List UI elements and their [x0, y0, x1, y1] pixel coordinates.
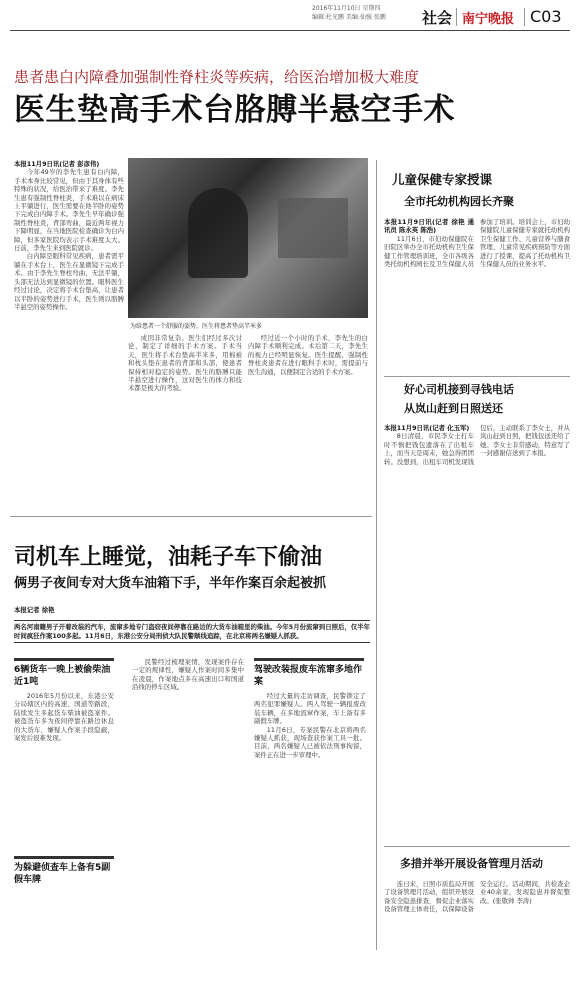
story4-paragraph: 经过大量的走访调查，民警锁定了两名犯罪嫌疑人。两人驾驶一辆报废改装车辆，在多地流窜作案，车上备有多副假车牌。 — [254, 692, 366, 726]
story2-paragraph: 11月6日，市妇幼保健院在旧院区举办全市托幼机构卫生保健工作管理培训班，全市各级各类托幼机构园长及卫生保健人员参加了培训。培训会上，市妇幼保健院儿童保健专家就托幼机构卫生保健工作、儿童营养与膳食管理、儿童常见疾病预防等方面进行了授课，提高了托幼机构卫生保健人员的业务水平。 — [384, 218, 570, 269]
story2-byline: 本报11月9日讯(记者 徐艳 通讯员 陈永英 陈浩) — [384, 218, 474, 235]
section-name: 社会 — [422, 9, 453, 27]
surgery-photo — [128, 158, 368, 318]
photo-caption: 为给患者一个舒服的姿势，医生将患者垫高半米多 — [130, 323, 263, 330]
story1-subtitle: 患者患白内障叠加强制性脊柱炎等疾病，给医治增加极大难度 — [14, 68, 420, 86]
story4-column-3 — [254, 692, 366, 948]
editors-line: 编辑:杜光鹏 美编:仙强 张鹏 — [312, 14, 386, 21]
story4-column-2 — [132, 658, 244, 948]
story2-title: 儿童保健专家授课 — [392, 172, 493, 187]
story1-column-1 — [14, 160, 124, 510]
story3-paragraph: 8日清晨，市民李女士打车时不慎把钱包遗落在了出租车上，而当天是周末，她急得团团转。没想到，出租车司机发现钱包后，主动联系了李女士，并从岚山赶到日照，把钱包送还给了她。李女士非常感动，特意写了一封感谢信送到了本报。 — [384, 424, 570, 466]
story4-box-2: 驾驶改装报废车流窜多地作案 — [254, 665, 363, 687]
story1-column-3 — [248, 334, 368, 510]
story2-subtitle: 全市托幼机构园长齐聚 — [404, 195, 514, 208]
story3-byline: 本报11月9日讯(记者 化玉军) — [384, 424, 470, 432]
story1-paragraph: 白内障是眼科常见疾病，患者需平躺在手术台上，医生在显微镜下完成手术。由于李先生脊柱弯曲，无法平躺，头部无法达到显微镜的位置。眼科医生经过讨论，决定将手术台垫高，让患者以半卧的姿势进行手术，医生则以胳膊半悬空的姿势操作。 — [14, 252, 124, 311]
story4-subtitle: 俩男子夜间专对大货车油箱下手，半年作案百余起被抓 — [14, 576, 327, 591]
story4-column-1 — [14, 692, 114, 852]
story4-byline: 本报记者 徐艳 — [14, 606, 55, 614]
story1-column-2 — [128, 334, 242, 510]
story3-subtitle: 从岚山赶到日照送还 — [404, 402, 503, 415]
story4-title: 司机车上睡觉，油耗子车下偷油 — [14, 545, 323, 570]
story4-paragraph: 民警经过梳理案情，发现案件存在一定的规律性，嫌疑人作案时间多集中在凌晨，作案地点多在高速出口和国道沿线的停车区域。 — [132, 658, 244, 692]
page-number: C03 — [530, 7, 562, 26]
newspaper-logo: 南宁晚报 — [462, 12, 515, 27]
story1-paragraph: 今年49岁的李先生患有白内障，手术本身比较常见，但由于其身体有些特殊的状况，给医治带来了难度。李先生患有强制性脊柱炎，手术难以在病床上平躺进行，医生需要在他半卧的姿势下完成白内障手术。李先生早年确诊强制性脊柱炎，背部弯曲，最近两年视力下降明显，在当地医院检查确诊为白内障，但多家医院均表示手术难度太大。日前，李先生来到医院就诊。 — [14, 168, 124, 253]
story3-title: 好心司机接到寻钱电话 — [404, 383, 514, 396]
story4-lead: 两名河南籍男子开着改装的汽车，流窜多地专门盗窃夜间停靠在路边的大货车油箱里的柴油。今年5月份流窜到日照后，仅半年时间疯狂作案100多起。11月6日，东港公安分局刑侦大队民警顺线追踪，在北京将两名嫌疑人抓获。 — [14, 620, 370, 643]
story4-box-3: 为躲避侦查车上备有5副假车牌 — [14, 863, 111, 885]
story3-body — [384, 424, 570, 844]
story2-body — [384, 218, 570, 373]
story5-paragraph: 连日来，日照市质监局开展了设备管理月活动，组织开展设备安全隐患排查，督促企业落实设备管理主体责任，以保障设备安全运行。活动期间，共检查企业40余家，发现隐患并督促整改。(张敬帅 李涛) — [384, 880, 570, 914]
story1-paragraph: 经过近一个小时的手术，李先生的白内障手术顺利完成。术后第二天，李先生的视力已经明显恢复。医生提醒，强制性脊柱炎患者在进行眼科手术时，需提前与医生沟通，以便制定合适的手术方案。 — [248, 334, 368, 376]
story1-paragraph: 成因非常复杂。医生们经过多次讨论，制定了详细的手术方案。手术当天，医生将手术台垫高半米多，用棉被和枕头垫在患者的背部和头部，使患者保持相对稳定的姿势。医生的胳膊只能半悬空进行操作，这对医生的体力和技术都是极大的考验。 — [128, 334, 242, 393]
issue-date: 2016年11月10日 星期四 — [312, 5, 381, 12]
story5-title: 多措并举开展设备管理月活动 — [400, 857, 543, 870]
story4-paragraph: 2016年5月份以来，东港公安分局辖区内的高速、国道等路段，陆续发生多起货车柴油被盗案件。被盗货车多为夜间停靠在路边休息的大货车，嫌疑人作案手段隐蔽，案发后很难发现。 — [14, 692, 114, 743]
story1-byline: 本报11月9日讯(记者 彭彦伟) — [14, 160, 100, 168]
story1-title: 医生垫高手术台胳膊半悬空手术 — [14, 92, 455, 128]
story5-body — [384, 880, 570, 985]
story4-box-1: 6辆货车一晚上被偷柴油近1吨 — [14, 665, 111, 687]
story4-paragraph: 11月6日，专案民警在北京将两名嫌疑人抓获，现场查获作案工具一批。目前，两名嫌疑人已被依法刑事拘留，案件正在进一步审理中。 — [254, 725, 366, 759]
